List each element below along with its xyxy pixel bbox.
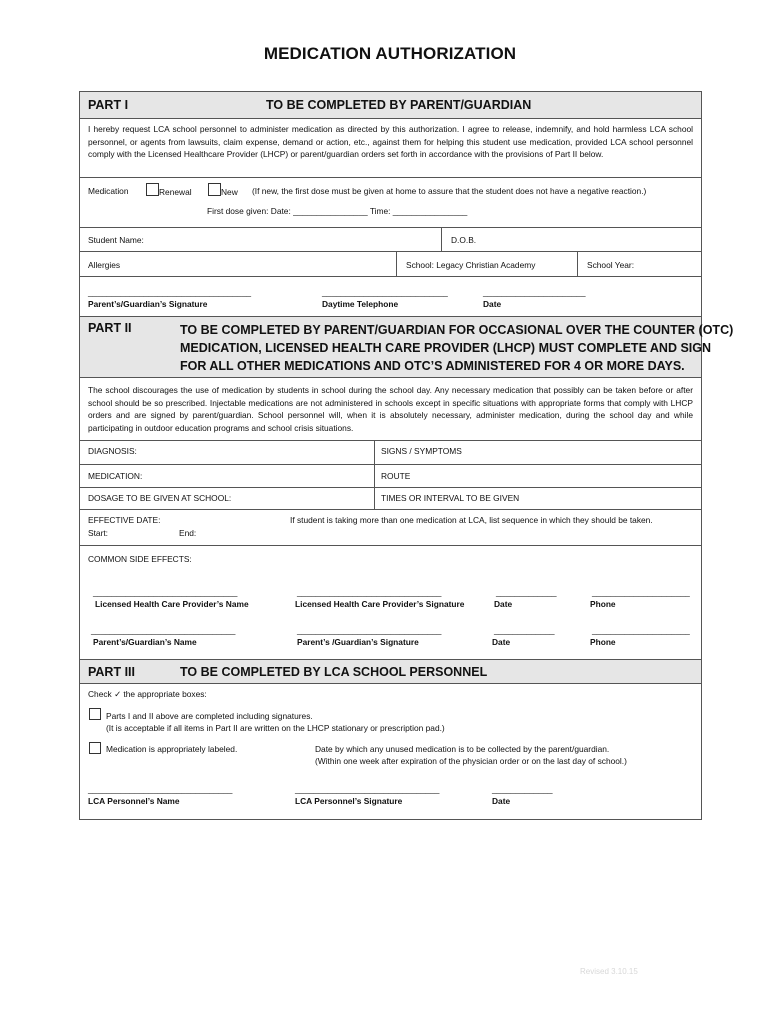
column-divider bbox=[577, 251, 578, 276]
multi-med-note: If student is taking more than one medication at LCA, list sequence in which they should be taken. bbox=[290, 515, 653, 525]
date-label: Date bbox=[483, 299, 502, 309]
personnel-date-label: Date bbox=[492, 796, 511, 806]
parent-phone-label: Phone bbox=[590, 637, 616, 647]
page-title: MEDICATION AUTHORIZATION bbox=[263, 44, 517, 63]
check-instruction: Check ✓ the appropriate boxes: bbox=[88, 689, 207, 699]
first-dose-line[interactable]: First dose given: Date: ________________ Time: ________________ bbox=[207, 206, 468, 216]
parent-signature-line-2[interactable]: _______________________________ bbox=[297, 625, 442, 635]
divider bbox=[80, 276, 701, 277]
column-divider bbox=[396, 251, 397, 276]
divider bbox=[80, 487, 701, 488]
lhcp-signature-line[interactable]: _______________________________ bbox=[297, 587, 442, 597]
student-name-label: Student Name: bbox=[88, 235, 144, 245]
lhcp-phone-label: Phone bbox=[590, 599, 616, 609]
divider bbox=[80, 251, 701, 252]
parts-complete-note: (It is acceptable if all items in Part II are written on the LHCP stationary or prescription pad.) bbox=[106, 723, 445, 733]
personnel-signature-label: LCA Personnel’s Signature bbox=[295, 796, 403, 806]
diagnosis-label: DIAGNOSIS: bbox=[88, 446, 137, 456]
start-label: Start: bbox=[88, 528, 109, 538]
parts-complete-label: Parts I and II above are completed including signatures. bbox=[106, 711, 313, 721]
renewal-label: Renewal bbox=[159, 187, 192, 197]
parent-name-label: Parent’s/Guardian’s Name bbox=[93, 637, 197, 647]
lhcp-name-label: Licensed Health Care Provider’s Name bbox=[95, 599, 249, 609]
divider bbox=[80, 177, 701, 178]
parts-complete-checkbox[interactable] bbox=[89, 706, 101, 724]
part2-heading-line: TO BE COMPLETED BY PARENT/GUARDIAN FOR OCCASIONAL OVER THE COUNTER (OTC) bbox=[180, 323, 734, 337]
date-line[interactable]: ______________________ bbox=[483, 287, 586, 297]
school-year-label: School Year: bbox=[587, 260, 635, 270]
personnel-signature-line[interactable]: _______________________________ bbox=[295, 784, 440, 794]
part2-intro: The school discourages the use of medication by students in school during the school day. Any necessary medication that possibly can be taken before or after school should be so prescribed. Injectable medications are not administered in schools except in specific situations with appropriate forms that comply with LHCP orders and are signed by parent/guardian. School personnel will, when it is absolutely necessary, administer medication, during the school day and while participating in outdoor education programs and school crisis situations. bbox=[88, 385, 693, 433]
divider bbox=[80, 509, 701, 510]
parent-signature-label: Parent’s/Guardian’s Signature bbox=[88, 299, 208, 309]
parent-signature-label-2: Parent’s /Guardian’s Signature bbox=[297, 637, 419, 647]
allergies-label: Allergies bbox=[88, 260, 121, 270]
lhcp-date-line[interactable]: _____________ bbox=[496, 587, 557, 597]
signs-label: SIGNS / SYMPTOMS bbox=[381, 446, 462, 456]
new-checkbox[interactable] bbox=[208, 183, 221, 196]
renewal-option[interactable] bbox=[146, 183, 192, 197]
new-option[interactable] bbox=[208, 183, 238, 197]
personnel-date-line[interactable]: _____________ bbox=[492, 784, 553, 794]
part3-label: PART III bbox=[88, 665, 135, 679]
renewal-checkbox[interactable] bbox=[146, 183, 159, 196]
revised-note: Revised 3.10.15 bbox=[580, 967, 638, 976]
parent-phone-line[interactable]: _____________________ bbox=[592, 625, 690, 635]
lhcp-signature-label: Licensed Health Care Provider’s Signature bbox=[295, 599, 465, 609]
side-effects-label: COMMON SIDE EFFECTS: bbox=[88, 554, 192, 564]
lhcp-name-line[interactable]: _______________________________ bbox=[93, 587, 238, 597]
labeled-checkbox[interactable] bbox=[89, 740, 101, 758]
column-divider bbox=[374, 440, 375, 509]
personnel-name-line[interactable]: _______________________________ bbox=[88, 784, 233, 794]
column-divider bbox=[441, 227, 442, 251]
personnel-name-label: LCA Personnel’s Name bbox=[88, 796, 180, 806]
part1-label: PART I bbox=[88, 98, 129, 112]
divider bbox=[80, 545, 701, 546]
medication-label: Medication bbox=[88, 186, 129, 196]
part2-heading bbox=[180, 321, 733, 375]
parent-signature-line[interactable]: ___________________________________ bbox=[88, 287, 252, 297]
daytime-phone-label: Daytime Telephone bbox=[322, 299, 399, 309]
divider bbox=[80, 118, 701, 119]
parent-name-line[interactable]: _______________________________ bbox=[91, 625, 236, 635]
divider bbox=[80, 659, 701, 660]
new-label: New bbox=[221, 187, 238, 197]
lhcp-date-label: Date bbox=[494, 599, 513, 609]
divider bbox=[80, 440, 701, 441]
divider bbox=[80, 683, 701, 684]
new-note: (If new, the first dose must be given at home to assure that the student does not have a negative reaction.) bbox=[252, 186, 647, 196]
dosage-label: DOSAGE TO BE GIVEN AT SCHOOL: bbox=[88, 493, 232, 503]
parent-date-label: Date bbox=[492, 637, 511, 647]
part2-heading-line: FOR ALL OTHER MEDICATIONS AND OTC’S ADMINISTERED FOR 4 OR MORE DAYS. bbox=[180, 359, 685, 373]
labeled-label: Medication is appropriately labeled. bbox=[106, 744, 238, 754]
divider bbox=[80, 316, 701, 317]
divider bbox=[80, 377, 701, 378]
divider bbox=[80, 464, 701, 465]
medication-field-label: MEDICATION: bbox=[88, 471, 143, 481]
times-label: TIMES OR INTERVAL TO BE GIVEN bbox=[381, 493, 520, 503]
parent-date-line[interactable]: _____________ bbox=[494, 625, 555, 635]
dob-label: D.O.B. bbox=[451, 235, 477, 245]
part2-label: PART II bbox=[88, 321, 132, 335]
divider bbox=[80, 227, 701, 228]
part1-intro: I hereby request LCA school personnel to administer medication as directed by this authorization. I agree to release, indemnify, and hold harmless LCA school personnel, or agents from lawsuits, claim expense, demand or action, etc., against them for helping this student use medication, provided LCA school personnel comply with the Licensed Healthcare Provider (LHCP) or parent/guardian orders set forth in accordance with the provisions of Part II below. bbox=[88, 124, 693, 160]
part2-heading-line: MEDICATION, LICENSED HEALTH CARE PROVIDER (LHCP) MUST COMPLETE AND SIGN bbox=[180, 341, 712, 355]
part3-heading: TO BE COMPLETED BY LCA SCHOOL PERSONNEL bbox=[180, 665, 488, 679]
daytime-phone-line[interactable]: ___________________________ bbox=[322, 287, 448, 297]
route-label: ROUTE bbox=[381, 471, 411, 481]
lhcp-phone-line[interactable]: _____________________ bbox=[592, 587, 690, 597]
effective-date-label: EFFECTIVE DATE: bbox=[88, 515, 161, 525]
part1-heading: TO BE COMPLETED BY PARENT/GUARDIAN bbox=[266, 98, 532, 112]
collect-date-note: (Within one week after expiration of the physician order or on the last day of school.) bbox=[315, 756, 627, 766]
school-label: School: Legacy Christian Academy bbox=[406, 260, 536, 270]
end-label: End: bbox=[179, 528, 197, 538]
collect-date-label: Date by which any unused medication is to be collected by the parent/guardian. bbox=[315, 744, 610, 754]
